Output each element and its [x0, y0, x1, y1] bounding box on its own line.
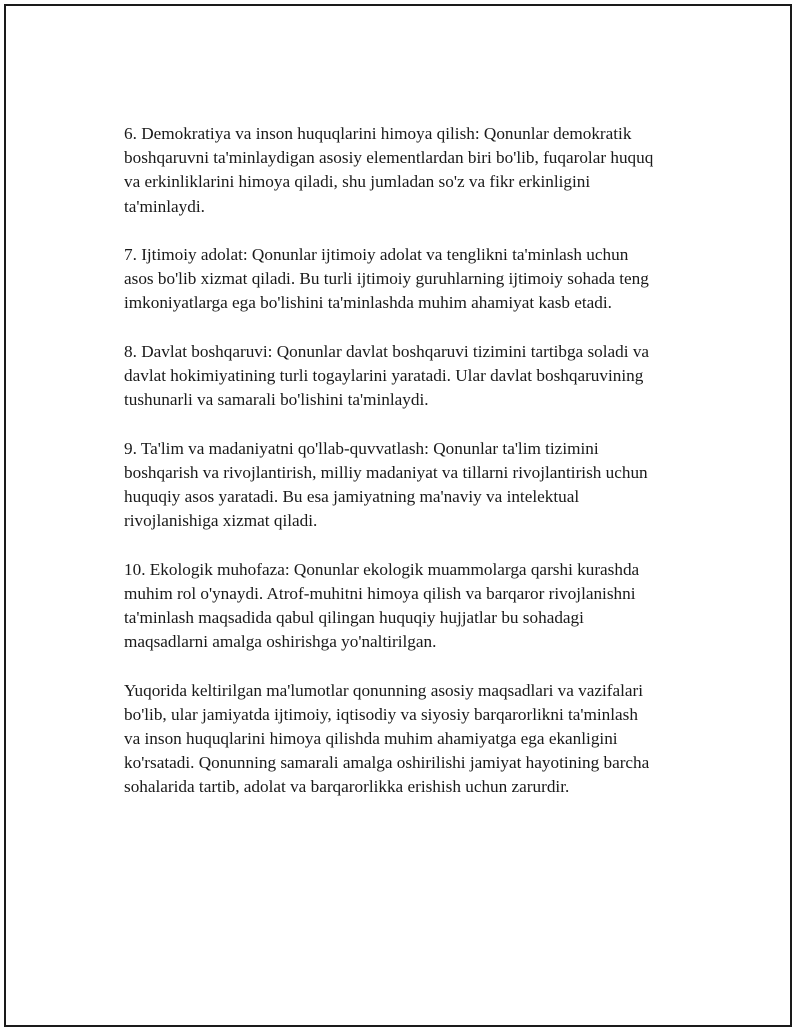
page-frame — [4, 4, 792, 1027]
paragraph-ecological-protection: 10. Ekologik muhofaza: Qonunlar ekologik muammolarga qarshi kurashda muhim rol o'ynaydi. Atrof-muhitni himoya qilish va barqaror rivojlanishni ta'minlash maqsadida qabul qilingan huquqiy hujjatlar bu sohadagi maqsadlarni amalga oshirishga yo'naltirilgan. — [124, 559, 640, 652]
paragraph-state-governance: 8. Davlat boshqaruvi: Qonunlar davlat boshqaruvi tizimini tartibga soladi va davlat hokimiyatining turli togaylarini yaratadi. Ular davlat boshqaruvining tushunarli va samarali bo'lishini ta'minlaydi. — [124, 341, 650, 410]
paragraph-education-culture: 9. Ta'lim va madaniyatni qo'llab-quvvatlash: Qonunlar ta'lim tizimini boshqarish va rivojlantirish, milliy madaniyat va tillarni rivojlantirish uchun huquqiy asos yaratadi. Bu esa jamiyatning ma'naviy va intelektual rivojlanishiga xizmat qiladi. — [124, 438, 648, 531]
document-body — [124, 122, 704, 824]
paragraph-conclusion: Yuqorida keltirilgan ma'lumotlar qonunning asosiy maqsadlari va vazifalari bo'lib, ular jamiyatda ijtimoiy, iqtisodiy va siyosiy barqarorlikni ta'minlash va inson huquqlarini himoya qilishda muhim ahamiyatga ega ekanligini ko'rsatadi. Qonunning samarali amalga oshirilishi jamiyat hayotining barcha sohalarida tartib, adolat va barqarorlikka erishish uchun zarurdir. — [124, 680, 650, 797]
paragraph-social-justice: 7. Ijtimoiy adolat: Qonunlar ijtimoiy adolat va tenglikni ta'minlash uchun asos bo'lib xizmat qiladi. Bu turli ijtimoiy guruhlarning ijtimoiy sohada teng imkoniyatlarga ega bo'lishini ta'minlashda muhim ahamiyat kasb etadi. — [124, 245, 649, 313]
paragraph-democracy-human-rights: 6. Demokratiya va inson huquqlarini himoya qilish: Qonunlar demokratik boshqaruvni ta'minlaydigan asosiy elementlardan biri bo'lib, fuqarolar huquq va erkinliklarini himoya qiladi, shu jumladan so'z va fikr erkinligini ta'minlaydi. — [124, 124, 654, 216]
